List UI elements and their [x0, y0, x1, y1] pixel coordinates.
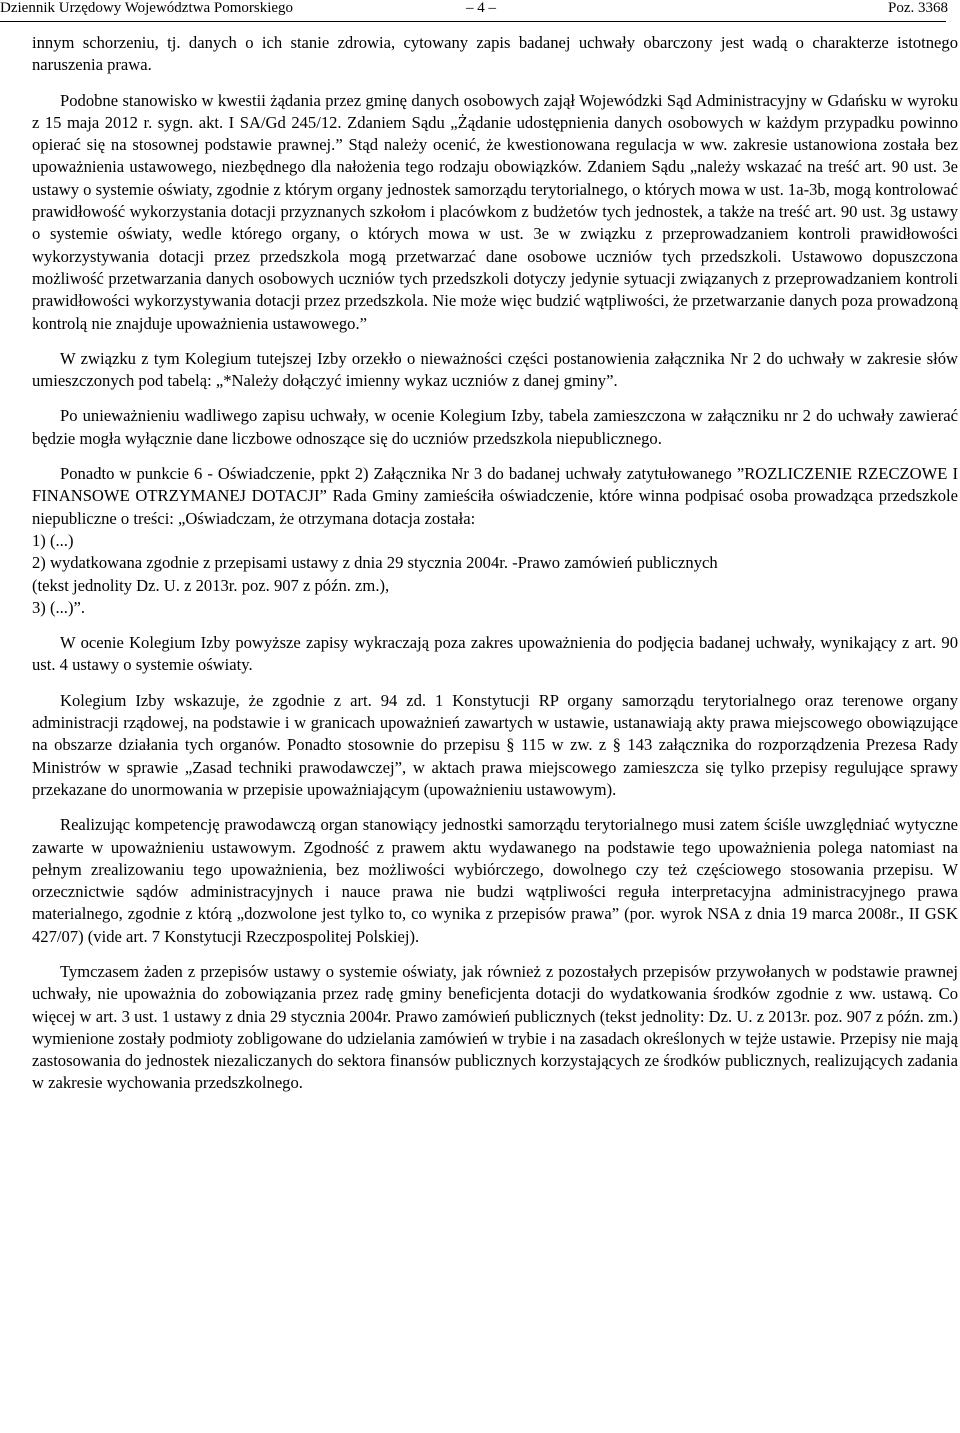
paragraph: W ocenie Kolegium Izby powyższe zapisy wykraczają poza zakres upoważnienia do podjęcia badanej uchwały, wynikający z art. 90 ust. 4 ustawy o systemie oświaty. — [32, 633, 958, 675]
paragraph: Tymczasem żaden z przepisów ustawy o systemie oświaty, jak również z pozostałych przepisów przywołanych w podstawie prawnej uchwały, nie upoważnia do zobowiązania przez radę gminy beneficjenta dotacji do wydatkowania środków zgodnie z ww. ustawą. Co więcej w art. 3 ust. 1 ustawy z dnia 29 stycznia 2004r. Prawo zamówień publicznych (tekst jednolity: Dz. U. z 2013r. poz. 907 z późn. zm.) wymienione zostały podmioty zobligowane do udzielania zamówień w trybie i na zasadach określonych w tejże ustawie. Przepisy nie mają zastosowania do jednostek niezaliczanych do sektora finansów publicznych korzystających ze środków publicznych, realizujących zadania w zakresie wychowania przedszkolnego. — [32, 961, 958, 1093]
paragraph: innym schorzeniu, tj. danych o ich stanie zdrowia, cytowany zapis badanej uchwały obarczony jest wadą o charakterze istotnego naruszenia prawa. — [32, 33, 958, 75]
paragraph: Po unieważnieniu wadliwego zapisu uchwały, w ocenie Kolegium Izby, tabela zamieszczona w załączniku nr 2 do uchwały zawierać będzie mogła wyłącznie dane liczbowe odnoszące się do uczniów przedszkola niepublicznego. — [32, 406, 958, 448]
declaration-list — [32, 530, 958, 619]
paragraph: Kolegium Izby wskazuje, że zgodnie z art. 94 zd. 1 Konstytucji RP organy samorządu terytorialnego oraz terenowe organy administracji rządowej, na podstawie i w granicach upoważnień zawartych w ustawie, ustanawiają akty prawa miejscowego obowiązujące na obszarze działania tych organów. Ponadto stosownie do przepisu § 115 w zw. z § 143 załącznika do rozporządzenia Prezesa Rady Ministrów w sprawie „Zasad techniki prawodawczej”, w aktach prawa miejscowego zamieszcza się tylko przepisy regulujące sprawy przekazane do unormowania w przepisie upoważniającym (upoważnieniu ustawowym). — [32, 690, 958, 799]
paragraph: Podobne stanowisko w kwestii żądania przez gminę danych osobowych zajął Wojewódzki Sąd Administracyjny w Gdańsku w wyroku z 15 maja 2012 r. sygn. akt. I SA/Gd 245/12. Zdaniem Sądu „Żądanie udostępnienia danych osobowych w każdym przypadku powinno opierać się na stosownej podstawie prawnej.” Stąd należy ocenić, że kwestionowana regulacja w ww. zakresie ustanowiona została bez upoważnienia ustawowego, niezbędnego dla nałożenia tego rodzaju obowiązków. Zdaniem Sądu „należy wskazać na treść art. 90 ust. 3e ustawy o systemie oświaty, zgodnie z którym organy jednostek samorządu terytorialnego, o których mowa w ust. 1a-3b, mogą kontrolować prawidłowość wykorzystania dotacji przyznanych szkołom i placówkom z budżetów tych jednostek, a także na treść art. 90 ust. 3g ustawy o systemie oświaty, wedle którego organy, o których mowa w ust. 3e w związku z przeprowadzaniem kontroli prawidłowości wykorzystywania dotacji przez przedszkola mogą przetwarzać dane osobowe uczniów tych przedszkoli. Ustawowo dopuszczona możliwość przetwarzania danych osobowych uczniów tych przedszkoli dotyczy jedynie sytuacji związanych z przeprowadzaniem kontroli prawidłowości wykorzystywania dotacji przez przedszkola. Nie może więc budzić wątpliwości, że przetwarzanie danych poza prowadzoną kontrolą nie znajduje upoważnienia ustawowego.” — [32, 90, 958, 333]
list-item: 1) (...) — [32, 530, 74, 550]
document-body — [32, 32, 958, 1108]
paragraph: Realizując kompetencję prawodawczą organ stanowiący jednostki samorządu terytorialnego musi zatem ściśle uwzględniać wytyczne zawarte w upoważnieniu ustawowym. Zgodność z prawem aktu wydawanego na podstawie tego upoważnienia polega natomiast na pełnym zrealizowaniu tego upoważnienia, bez możliwości wybiórczego, dowolnego czy też częściowego stosowania przepisu. W orzecznictwie sądów administracyjnych i nauce prawa nie budzi wątpliwości reguła interpretacyjna administracyjnego prawa materialnego, zgodnie z którą „dozwolone jest tylko to, co wynika z przepisów prawa” (por. wyrok NSA z dnia 19 marca 2008r., II GSK 427/07) (vide art. 7 Konstytucji Rzeczpospolitej Polskiej). — [32, 815, 958, 946]
list-item-continuation: (tekst jednolity Dz. U. z 2013r. poz. 907 z późn. zm.), — [32, 575, 390, 595]
list-item: 2) wydatkowana zgodnie z przepisami ustawy z dnia 29 stycznia 2004r. -Prawo zamówień publicznych — [32, 553, 718, 573]
journal-title: Dziennik Urzędowy Województwa Pomorskiego — [0, 0, 294, 16]
header-rule — [0, 21, 946, 22]
paragraph: W związku z tym Kolegium tutejszej Izby orzekło o nieważności części postanowienia załącznika Nr 2 do uchwały w zakresie słów umieszczonych pod tabelą: „*Należy dołączyć imienny wykaz uczniów z danej gminy”. — [32, 348, 958, 391]
page-number: – 4 – — [466, 0, 496, 16]
position-number: Poz. 3368 — [888, 0, 948, 16]
list-item: 3) (...)”. — [32, 597, 85, 617]
paragraph: Ponadto w punkcie 6 - Oświadczenie, ppkt 2) Załącznika Nr 3 do badanej uchwały zatytułowanego ”ROZLICZENIE RZECZOWE I FINANSOWE OTRZYMANEJ DOTACJI” Rada Gminy zamieściła oświadczenie, które winna podpisać osoba prowadząca przedszkole niepubliczne o treści: „Oświadczam, że otrzymana dotacja została: — [32, 464, 958, 528]
page-header — [0, 0, 960, 22]
